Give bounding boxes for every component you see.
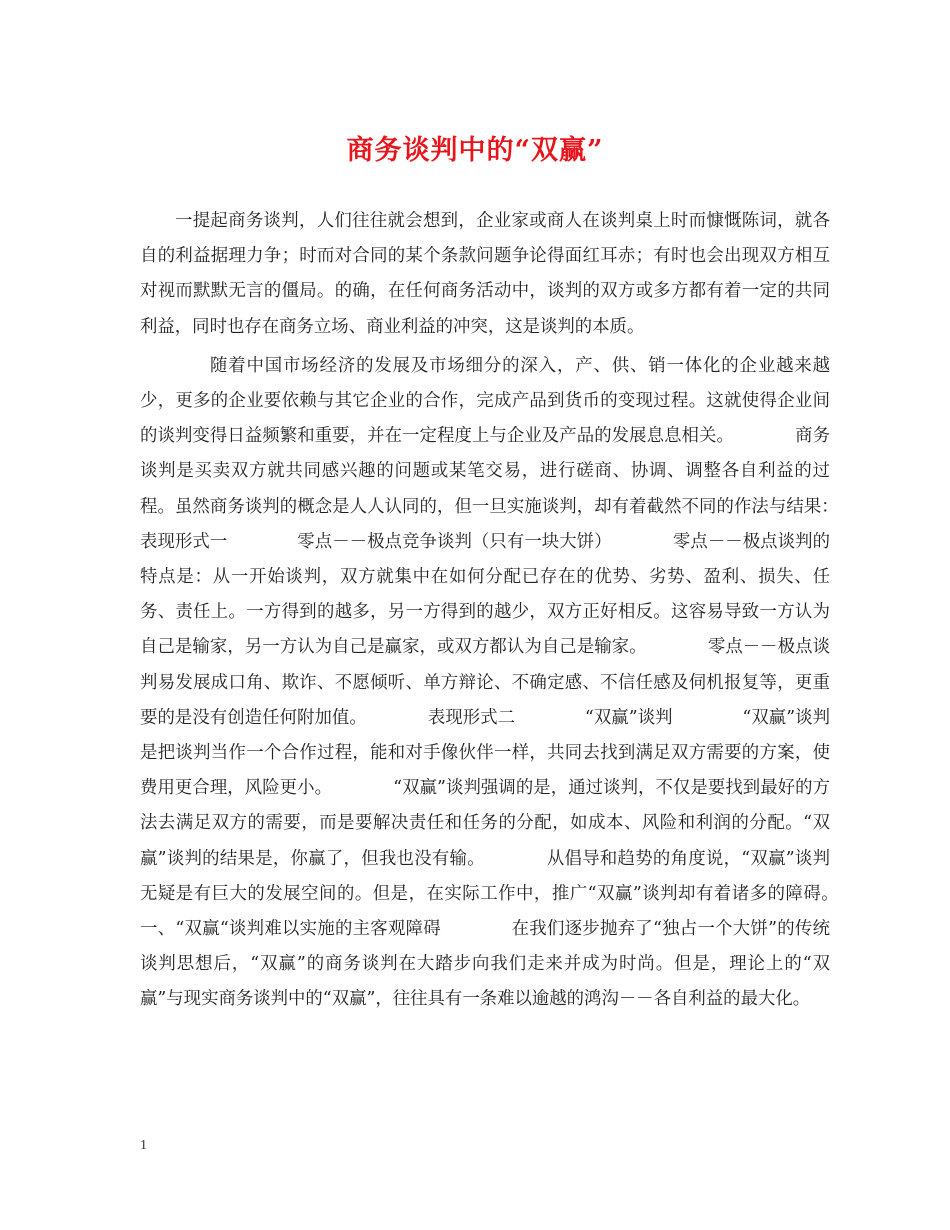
paragraph-1: 一提起商务谈判，人们往往就会想到，企业家或商人在谈判桌上时而慷慨陈词，就各自的利益据理力争；时而对合同的某个条款问题争论得面红耳赤；有时也会出现双方相互对视而默默无言的僵局。的确，在任何商务活动中，谈判的双方或多方都有着一定的共同利益，同时也存在商务立场、商业利益的冲突，这是谈判的本质。 xyxy=(140,211,830,337)
document-title: 商务谈判中的“双赢” xyxy=(346,135,604,166)
page-number: 1 xyxy=(140,1138,147,1153)
document-body xyxy=(140,204,900,1018)
paragraph-2: 随着中国市场经济的发展及市场细分的深入，产、供、销一体化的企业越来越少，更多的企业要依赖与其它企业的合作，完成产品到货币的变现过程。这就使得企业间的谈判变得日益频繁和重要，并在一定程度上与企业及产品的发展息息相关。 商务谈判是买卖双方就共同感兴趣的问题或某笔交易，进行磋商、协调、调整各自利益的过程。虽然商务谈判的概念是人人认同的，但一旦实施谈判，却有着截然不同的作法与结果： 表现形式一 零点－－极点竞争谈判（只有一块大饼） 零点－－极点谈判的特点是：从一开始谈判，双方就集中在如何分配已存在的优势、劣势、盈利、损失、任务、责任上。一方得到的越多，另一方得到的越少，双方正好相反。这容易导致一方认为自己是输家，另一方认为自己是赢家，或双方都认为自己是输家。 零点－－极点谈判易发展成口角、欺诈、不愿倾听、单方辩论、不确定感、不信任感及伺机报复等，更重要的是没有创造任何附加值。 表现形式二 “双赢”谈判 “双赢”谈判是把谈判当作一个合作过程，能和对手像伙伴一样，共同去找到满足双方需要的方案，使费用更合理，风险更小。 “双赢”谈判强调的是，通过谈判，不仅是要找到最好的方法去满足双方的需要，而是要解决责任和任务的分配，如成本、风险和利润的分配。“双赢”谈判的结果是，你赢了，但我也没有输。 从倡导和趋势的角度说，“双赢”谈判无疑是有巨大的发展空间的。但是，在实际工作中，推广“双赢”谈判却有着诸多的障碍。 一、“双赢“谈判难以实施的主客观障碍 在我们逐步抛弃了“独占一个大饼”的传统谈判思想后，“双赢”的商务谈判在大踏步向我们走来并成为时尚。但是，理论上的“双赢”与现实商务谈判中的“双赢”，往往具有一条难以逾越的鸿沟－－各自利益的最大化。 xyxy=(140,355,900,1010)
